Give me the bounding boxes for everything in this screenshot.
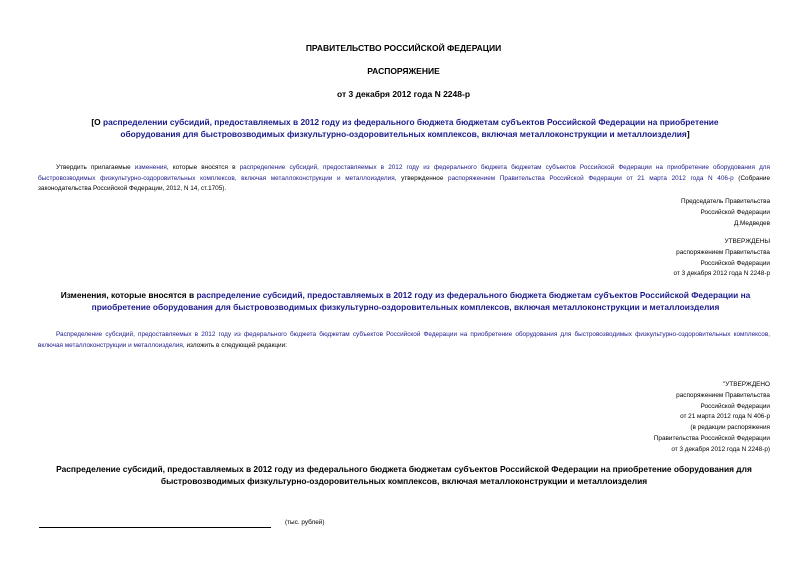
changes-heading: Изменения, которые вносятся в распределение субсидий, предоставляемых в 2012 году из федерального бюджета бюджетам субъектов Российской Федерации на приобретение оборудования для быстровозводимых физкультурно-оздоровительных комплексов, включая металлоконструкции и металлоизделия (60, 290, 751, 312)
link-distribution[interactable]: распределение субсидий, предоставляемых в 2012 году из федерального бюджета бюджетам субъектов Российской Федерации на приобретение оборудования для быстровозводимых физкультурно-оздоровительных комплексов, включая металлоконструкции и металлоизделия (38, 164, 770, 182)
link-changes[interactable]: изменения (134, 164, 167, 171)
approval-block: УТВЕРЖДЕНЫ распоряжением Правительства Российской Федерации от 3 декабря 2012 года N 2248-р (673, 238, 770, 278)
government-name: ПРАВИТЕЛЬСТВО РОССИЙСКОЙ ФЕДЕРАЦИИ (305, 43, 502, 53)
link-order-406[interactable]: распоряжением Правительства Российской Федерации от 21 марта 2012 года N 406-р (448, 174, 734, 182)
table-top-rule (39, 527, 271, 528)
distribution-heading: Распределение субсидий, предоставляемых в 2012 году из федерального бюджета бюджетам субъектов Российской Федерации на приобретение оборудования для быстровозводимых физкультурно-оздоровительных комплексов, включая металлоконструкции и металлоизделия (56, 464, 752, 486)
approval-block-2: "УТВЕРЖДЕНО распоряжением Правительства Российской Федерации от 21 марта 2012 года N 406-р (в редакции распоряжения Правительства Российской Федерации от 3 декабря 2012 года N 2248-р) (653, 381, 770, 453)
unit-label: (тыс. рублей) (285, 519, 325, 526)
document-title (70, 116, 740, 140)
document-type: РАСПОРЯЖЕНИЕ (367, 66, 440, 76)
changes-paragraph-link[interactable]: Распределение субсидий, предоставляемых в 2012 году из федерального бюджета бюджетам субъектов Российской Федерации на приобретение оборудования для быстровозводимых физкультурно-оздоровительных комплексов, включая металлоконструкции и металлоизделия (38, 331, 770, 349)
changes-heading-link[interactable]: распределение субсидий, предоставляемых в 2012 году из федерального бюджета бюджетам субъектов Российской Федерации на приобретение оборудования для быстровозводимых физкультурно-оздоровительных комплексов, включая металлоконструкции и металлоизделия (91, 290, 751, 312)
title-bracket-close: ] (686, 129, 690, 139)
document-date: от 3 декабря 2012 года N 2248-р (336, 89, 471, 99)
changes-paragraph: Распределение субсидий, предоставляемых в 2012 году из федерального бюджета бюджетам субъектов Российской Федерации на приобретение оборудования для быстровозводимых физкультурно-оздоровительных комплексов, включая металлоконструкции и металлоизделия, изложить в следующей редакции: (38, 331, 770, 349)
title-bracket-open: [О (91, 117, 104, 127)
intro-paragraph: Утвердить прилагаемые изменения, которые вносятся в распределение субсидий, предоставляемых в 2012 году из федерального бюджета бюджетам субъектов Российской Федерации на приобретение оборудования для быстровозводимых физкультурно-оздоровительных комплексов, включая металлоконструкции и металлоизделия, утвержденное распоряжением Правительства Российской Федерации от 21 марта 2012 года N 406-р (Собрание законодательства Российской Федерации, 2012, N 14, ст.1705). (38, 164, 771, 193)
title-link[interactable]: распределении субсидий, предоставляемых в 2012 году из федерального бюджета бюджетам субъектов Российской Федерации на приобретение оборудования для быстровозводимых физкультурно-оздоровительных комплексов, включая металлоконструкции и металлоизделия (103, 117, 719, 139)
signature-block: Председатель Правительства Российской Федерации Д.Медведев (681, 198, 770, 227)
